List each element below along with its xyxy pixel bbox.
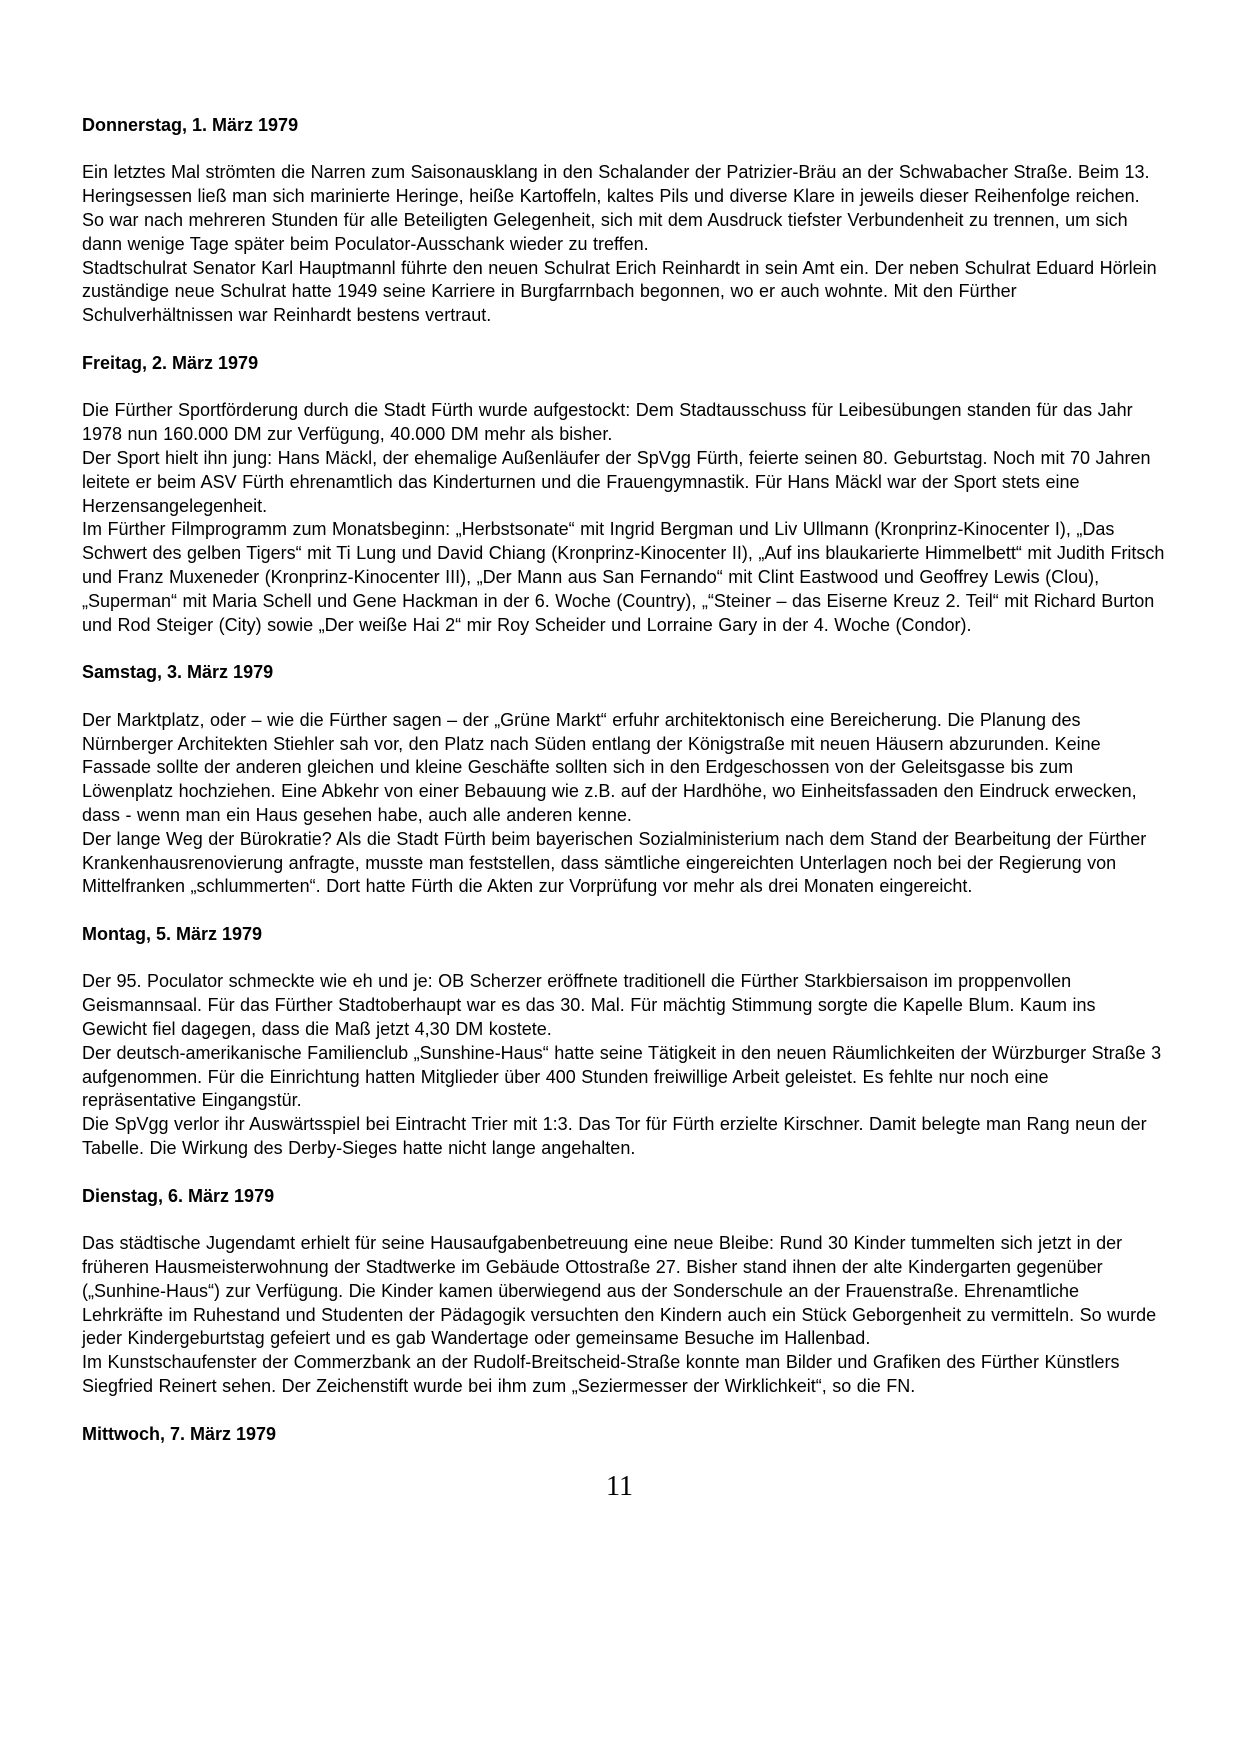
section-paragraphs <box>82 970 1165 1160</box>
paragraph: Das städtische Jugendamt erhielt für seine Hausaufgabenbetreuung eine neue Bleibe: Rund 30 Kinder tummelten sich jetzt in der früheren Hausmeisterwohnung der Stadtwerke im Gebäude Ottostraße 27. Bisher stand ihnen der alte Kindergarten gegenüber („Sunhine-Haus“) zur Verfügung. Die Kinder kamen überwiegend aus der Sonderschule an der Frauenstraße. Ehrenamtliche Lehrkräfte im Ruhestand und Studenten der Pädagogik versuchten den Kindern auch ein Stück Geborgenheit zu vermitteln. So wurde jeder Kindergeburtstag gefeiert und es gab Wandertage oder gemeinsame Besuche im Hallenbad. <box>82 1233 1157 1349</box>
paragraph: Der 95. Poculator schmeckte wie eh und je: OB Scherzer eröffnete traditionell die Fürther Starkbiersaison im proppenvollen Geismannsaal. Für das Fürther Stadtoberhaupt war es das 30. Mal. Für mächtig Stimmung sorgte die Kapelle Blum. Kaum ins Gewicht fiel dagegen, dass die Maß jetzt 4,30 DM kostete. <box>82 971 1096 1040</box>
section-paragraphs <box>82 709 1165 899</box>
paragraph: Im Fürther Filmprogramm zum Monatsbeginn: „Herbstsonate“ mit Ingrid Bergman und Liv Ullmann (Kronprinz-Kinocenter I), „Das Schwert des gelben Tigers“ mit Ti Lung und David Chiang (Kronprinz-Kinocenter II), „Auf ins blaukarierte Himmelbett“ mit Judith Fritsch und Franz Muxeneder (Kronprinz-Kinocenter III), „Der Mann aus San Fernando“ mit Clint Eastwood und Geoffrey Lewis (Clou), „Superman“ mit Maria Schell und Gene Hackman in der 6. Woche (Country), „“Steiner – das Eiserne Kreuz 2. Teil“ mit Richard Burton und Rod Steiger (City) sowie „Der weiße Hai 2“ mir Roy Scheider und Lorraine Gary in der 4. Woche (Condor). <box>82 519 1165 635</box>
date-section <box>82 1185 1165 1399</box>
paragraph: Die SpVgg verlor ihr Auswärtsspiel bei Eintracht Trier mit 1:3. Das Tor für Fürth erzielte Kirschner. Damit belegte man Rang neun der Tabelle. Die Wirkung des Derby-Sieges hatte nicht lange angehalten. <box>82 1114 1147 1159</box>
paragraph: Die Fürther Sportförderung durch die Stadt Fürth wurde aufgestockt: Dem Stadtausschuss für Leibesübungen standen für das Jahr 1978 nun 160.000 DM zur Verfügung, 40.000 DM mehr als bisher. <box>82 400 1133 445</box>
date-section <box>82 1423 1165 1447</box>
date-section <box>82 114 1165 328</box>
page-number: 11 <box>606 1471 633 1503</box>
paragraph: Der Marktplatz, oder – wie die Fürther sagen – der „Grüne Markt“ erfuhr architektonisch eine Bereicherung. Die Planung des Nürnberger Architekten Stiehler sah vor, den Platz nach Süden entlang der Königstraße mit neuen Häusern abzurunden. Keine Fassade sollte der anderen gleichen und kleine Geschäfte sollten sich in den Erdgeschossen von der Geleitsgasse bis zum Löwenplatz hochziehen. Eine Abkehr von einer Bebauung wie z.B. auf der Hardhöhe, wo Einheitsfassaden den Eindruck erwecken, dass - wenn man ein Haus gesehen habe, auch alle anderen kenne. <box>82 709 1137 825</box>
paragraph: Im Kunstschaufenster der Commerzbank an der Rudolf-Breitscheid-Straße konnte man Bilder und Grafiken des Fürther Künstlers Siegfried Reinert sehen. Der Zeichenstift wurde bei ihm zum „Seziermesser der Wirklichkeit“, so die FN. <box>82 1352 1120 1397</box>
date-section <box>82 352 1165 638</box>
date-section <box>82 923 1165 1161</box>
date-heading: Dienstag, 6. März 1979 <box>82 1185 275 1206</box>
date-heading: Donnerstag, 1. März 1979 <box>82 114 299 135</box>
paragraph: Ein letztes Mal strömten die Narren zum Saisonausklang in den Schalander der Patrizier-Bräu an der Schwabacher Straße. Beim 13. Heringsessen ließ man sich marinierte Heringe, heiße Kartoffeln, kaltes Pils und diverse Klare in jeweils dieser Reihenfolge reichen. So war nach mehreren Stunden für alle Beteiligten Gelegenheit, sich mit dem Ausdruck tiefster Verbundenheit zu trennen, um sich dann wenige Tage später beim Poculator-Ausschank wieder zu treffen. <box>82 162 1150 254</box>
date-section <box>82 661 1165 899</box>
section-paragraphs <box>82 1232 1165 1399</box>
date-heading: Montag, 5. März 1979 <box>82 923 263 944</box>
date-heading: Samstag, 3. März 1979 <box>82 662 274 683</box>
paragraph: Stadtschulrat Senator Karl Hauptmannl führte den neuen Schulrat Erich Reinhardt in sein Amt ein. Der neben Schulrat Eduard Hörlein zuständige neue Schulrat hatte 1949 seine Karriere in Burgfarrnbach begonnen, wo er auch wohnte. Mit den Fürther Schulverhältnissen war Reinhardt bestens vertraut. <box>82 257 1157 326</box>
date-heading: Mittwoch, 7. März 1979 <box>82 1423 277 1444</box>
paragraph: Der Sport hielt ihn jung: Hans Mäckl, der ehemalige Außenläufer der SpVgg Fürth, feierte seinen 80. Geburtstag. Noch mit 70 Jahren leitete er beim ASV Fürth ehrenamtlich das Kinderturnen und die Frauengymnastik. Für Hans Mäckl war der Sport stets eine Herzensangelegenheit. <box>82 447 1151 516</box>
document-body <box>82 114 1165 1447</box>
paragraph: Der lange Weg der Bürokratie? Als die Stadt Fürth beim bayerischen Sozialministerium nach dem Stand der Bearbeitung der Fürther Krankenhausrenovierung anfragte, musste man feststellen, dass sämtliche eingereichten Unterlagen noch bei der Regierung von Mittelfranken „schlummerten“. Dort hatte Fürth die Akten zur Vorprüfung vor mehr als drei Monaten eingereicht. <box>82 828 1147 897</box>
section-paragraphs <box>82 399 1165 637</box>
paragraph: Der deutsch-amerikanische Familienclub „Sunshine-Haus“ hatte seine Tätigkeit in den neuen Räumlichkeiten der Würzburger Straße 3 aufgenommen. Für die Einrichtung hatten Mitglieder über 400 Stunden freiwillige Arbeit geleistet. Es fehlte nur noch eine repräsentative Eingangstür. <box>82 1042 1162 1111</box>
date-heading: Freitag, 2. März 1979 <box>82 352 259 373</box>
section-paragraphs <box>82 161 1165 328</box>
